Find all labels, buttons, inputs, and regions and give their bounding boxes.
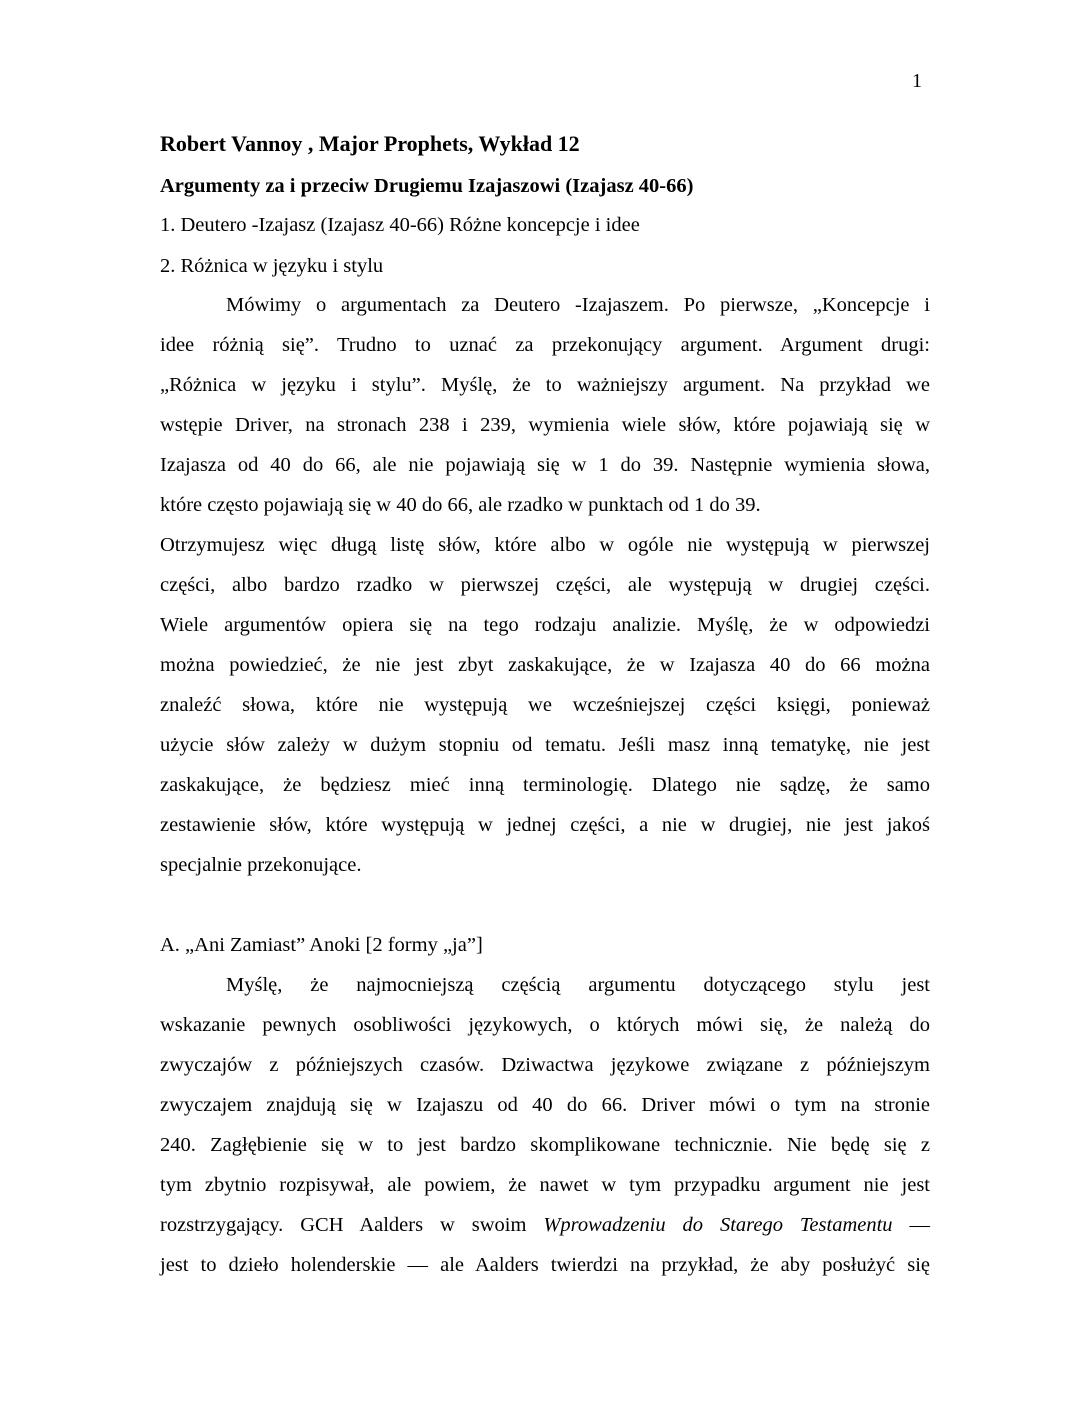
paragraph-line: Wiele argumentów opiera się na tego rodzaju analizie. Myślę, że w odpowiedzi [160,614,930,636]
text-span: rozstrzygający. GCH Aalders w swoim [160,1214,544,1236]
paragraph-line: zestawienie słów, które występują w jednej części, a nie w drugiej, nie jest jakoś [160,814,930,836]
text-span: — [892,1214,930,1236]
page-number: 1 [912,70,922,92]
paragraph-line: idee różnią się”. Trudno to uznać za przekonujący argument. Argument drugi: [160,334,930,356]
paragraph-line: 240. Zagłębienie się w to jest bardzo skomplikowane technicznie. Nie będę się z [160,1134,930,1156]
paragraph-line: części, albo bardzo rzadko w pierwszej części, ale występują w drugiej części. [160,574,930,596]
paragraph-line: zwyczajów z późniejszych czasów. Dziwactwa językowe związane z późniejszym [160,1054,930,1076]
paragraph-line: tym zbytnio rozpisywał, ale powiem, że nawet w tym przypadku argument nie jest [160,1174,930,1196]
paragraph-line: „Różnica w języku i stylu”. Myślę, że to ważniejszy argument. Na przykład we [160,374,930,396]
paragraph-line: wskazanie pewnych osobliwości językowych, o których mówi się, że należą do [160,1014,930,1036]
paragraph-line: które często pojawiają się w 40 do 66, ale rzadko w punktach od 1 do 39. [160,494,761,516]
document-title: Robert Vannoy , Major Prophets, Wykład 12 [160,131,580,156]
paragraph-line: jest to dzieło holenderskie — ale Aalders twierdzi na przykład, że aby posłużyć się [160,1254,930,1276]
paragraph-line: zaskakujące, że będziesz mieć inną terminologię. Dlatego nie sądzę, że samo [160,774,930,796]
paragraph-line: specjalnie przekonujące. [160,854,362,876]
document-subtitle: Argumenty za i przeciw Drugiemu Izajaszowi (Izajasz 40-66) [160,175,694,197]
paragraph-line: Myślę, że najmocniejszą częścią argumentu dotyczącego stylu jest [226,974,930,996]
paragraph-line: Izajasza od 40 do 66, ale nie pojawiają się w 1 do 39. Następnie wymienia słowa, [160,454,930,476]
paragraph-line: można powiedzieć, że nie jest zbyt zaskakujące, że w Izajasza 40 do 66 można [160,654,930,676]
book-title-italic: Wprowadzeniu do Starego Testamentu [543,1214,893,1236]
paragraph-line [160,1213,930,1237]
paragraph-line: Otrzymujesz więc długą listę słów, które albo w ogóle nie występują w pierwszej [160,534,930,556]
paragraph-line: użycie słów zależy w dużym stopniu od tematu. Jeśli masz inną tematykę, nie jest [160,734,930,756]
section-heading-a: A. „Ani Zamiast” Anoki [2 formy „ja”] [160,934,483,956]
paragraph-line: wstępie Driver, na stronach 238 i 239, wymienia wiele słów, które pojawiają się w [160,414,930,436]
list-item: 2. Różnica w języku i stylu [160,255,384,277]
list-item: 1. Deutero -Izajasz (Izajasz 40-66) Różne koncepcje i idee [160,214,640,236]
paragraph-line: znaleźć słowa, które nie występują we wcześniejszej części księgi, ponieważ [160,694,930,716]
paragraph-line: zwyczajem znajdują się w Izajaszu od 40 do 66. Driver mówi o tym na stronie [160,1094,930,1116]
paragraph-line: Mówimy o argumentach za Deutero -Izajaszem. Po pierwsze, „Koncepcje i [226,294,930,316]
